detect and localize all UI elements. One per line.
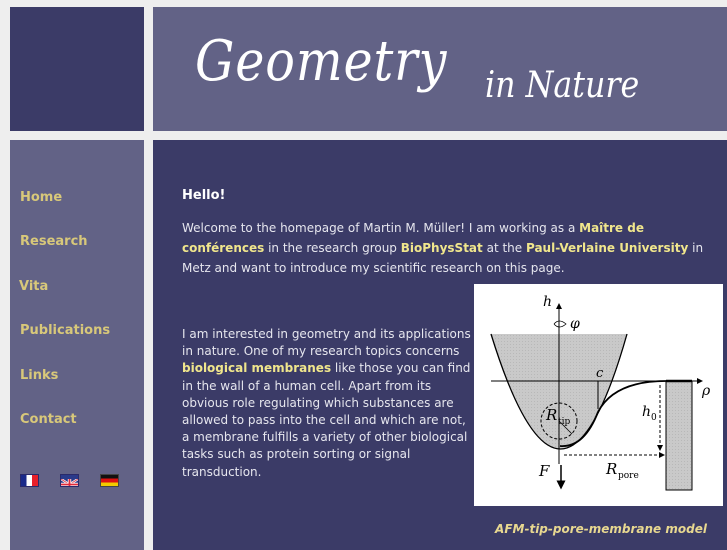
label-h0: h xyxy=(642,404,652,420)
biophysstat-link[interactable]: BioPhysStat xyxy=(400,241,483,255)
afm-model-figure xyxy=(474,284,723,506)
sidebar-nav xyxy=(10,140,144,550)
sidebar-item-vita[interactable]: Vita xyxy=(19,279,49,294)
label-c: c xyxy=(596,366,604,381)
label-f: F xyxy=(539,462,550,480)
research-text: like those you can find in the wall of a human cell. Apart from its obvious role regulating which substances are allowed to pass into the cell and which are not, a membrane fulfills a variety of other biological tasks such as protein sorting or signal transduction. xyxy=(182,361,471,479)
intro-text: in the research group xyxy=(264,241,401,255)
flag-germany-icon[interactable] xyxy=(100,474,119,487)
intro-text: Welcome to the homepage of Martin M. Müller! I am working as a xyxy=(182,221,580,235)
main-content xyxy=(153,140,727,550)
figure-caption: AFM-tip-pore-membrane model xyxy=(495,522,707,536)
sidebar-item-links[interactable]: Links xyxy=(20,368,59,383)
sidebar-item-publications[interactable]: Publications xyxy=(20,323,111,338)
label-h: h xyxy=(543,294,553,310)
label-rho: ρ xyxy=(702,383,711,399)
sidebar-item-contact[interactable]: Contact xyxy=(20,412,77,427)
intro-text: in Metz and want to introduce my scientific research on this page. xyxy=(182,241,704,275)
intro-text: at the xyxy=(482,241,526,255)
paul-verlaine-university-link[interactable]: Paul-Verlaine University xyxy=(525,241,689,255)
afm-diagram xyxy=(474,284,723,506)
label-phi: φ xyxy=(570,316,580,332)
label-rpore: R xyxy=(606,460,618,478)
biological-membranes-link[interactable]: biological membranes xyxy=(182,361,332,376)
label-rtip-sub: tip xyxy=(558,417,571,427)
research-paragraph xyxy=(182,326,472,481)
label-rtip: R xyxy=(546,406,558,424)
site-subtitle: in Nature xyxy=(485,65,640,106)
sidebar-item-research[interactable]: Research xyxy=(20,234,88,249)
maitre-de-conferences-link[interactable]: Maître de conférences xyxy=(182,221,644,255)
flag-france-icon[interactable] xyxy=(20,474,39,487)
site-header xyxy=(153,7,727,131)
union-jack-graphic xyxy=(61,479,78,487)
logo-block xyxy=(10,7,144,131)
sidebar-item-home[interactable]: Home xyxy=(20,190,63,205)
research-text: I am interested in geometry and its applications in nature. One of my research topics concerns xyxy=(182,327,471,359)
label-h0-sub: 0 xyxy=(651,413,657,423)
page-heading: Hello! xyxy=(182,188,226,203)
intro-paragraph xyxy=(182,218,727,278)
site-title: Geometry xyxy=(195,29,448,94)
flag-uk-icon[interactable] xyxy=(60,474,79,487)
label-rpore-sub: pore xyxy=(618,471,639,481)
